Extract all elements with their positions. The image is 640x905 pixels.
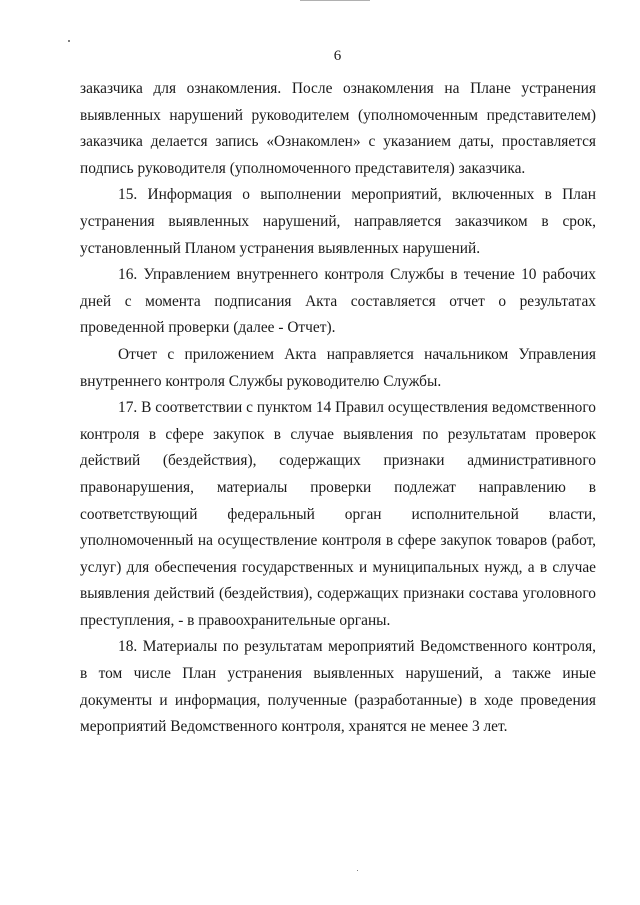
paragraph-item-15: 15. Информация о выполнении мероприятий, включенных в План устранения выявленных нарушений, направляется заказчиком в срок, установленный Планом устранения выявленных нарушений. bbox=[80, 186, 596, 257]
page-number: 6 bbox=[333, 48, 342, 64]
scan-edge-mark bbox=[300, 0, 370, 1]
scan-speck bbox=[68, 40, 70, 42]
document-body bbox=[80, 76, 596, 741]
paragraph-item-18: 18. Материалы по результатам мероприятий Ведомственного контроля, в том числе План устранения выявленных нарушений, а также иные документы и информация, полученные (разработанные) в ходе проведения мероприятий Ведомственного контроля, хранятся не менее 3 лет. bbox=[80, 638, 596, 736]
paragraph-item-16: 16. Управлением внутреннего контроля Службы в течение 10 рабочих дней с момента подписания Акта составляется отчет о результатах проведенной проверки (далее - Отчет). bbox=[80, 266, 596, 337]
paragraph-item-17: 17. В соответствии с пунктом 14 Правил осуществления ведомственного контроля в сфере закупок в случае выявления по результатам проверок действий (бездействия), содержащих признаки административного правонарушения, материалы проверки подлежат направлению в соответствующий федеральный орган исполнительной власти, уполномоченный на осуществление контроля в сфере закупок товаров (работ, услуг) для обеспечения государственных и муниципальных нужд, а в случае выявления действий (бездействия), содержащих признаки состава уголовного преступления, - в правоохранительные органы. bbox=[80, 399, 596, 629]
paragraph-continuation: заказчика для ознакомления. После ознакомления на Плане устранения выявленных нарушений руководителем (уполномоченным представителем) заказчика делается запись «Ознакомлен» с указанием даты, проставляется подпись руководителя (уполномоченного представителя) заказчика. bbox=[80, 80, 596, 177]
scan-speck bbox=[357, 870, 358, 871]
paragraph-report-note: Отчет с приложением Акта направляется начальником Управления внутреннего контроля Службы руководителю Службы. bbox=[80, 345, 596, 390]
